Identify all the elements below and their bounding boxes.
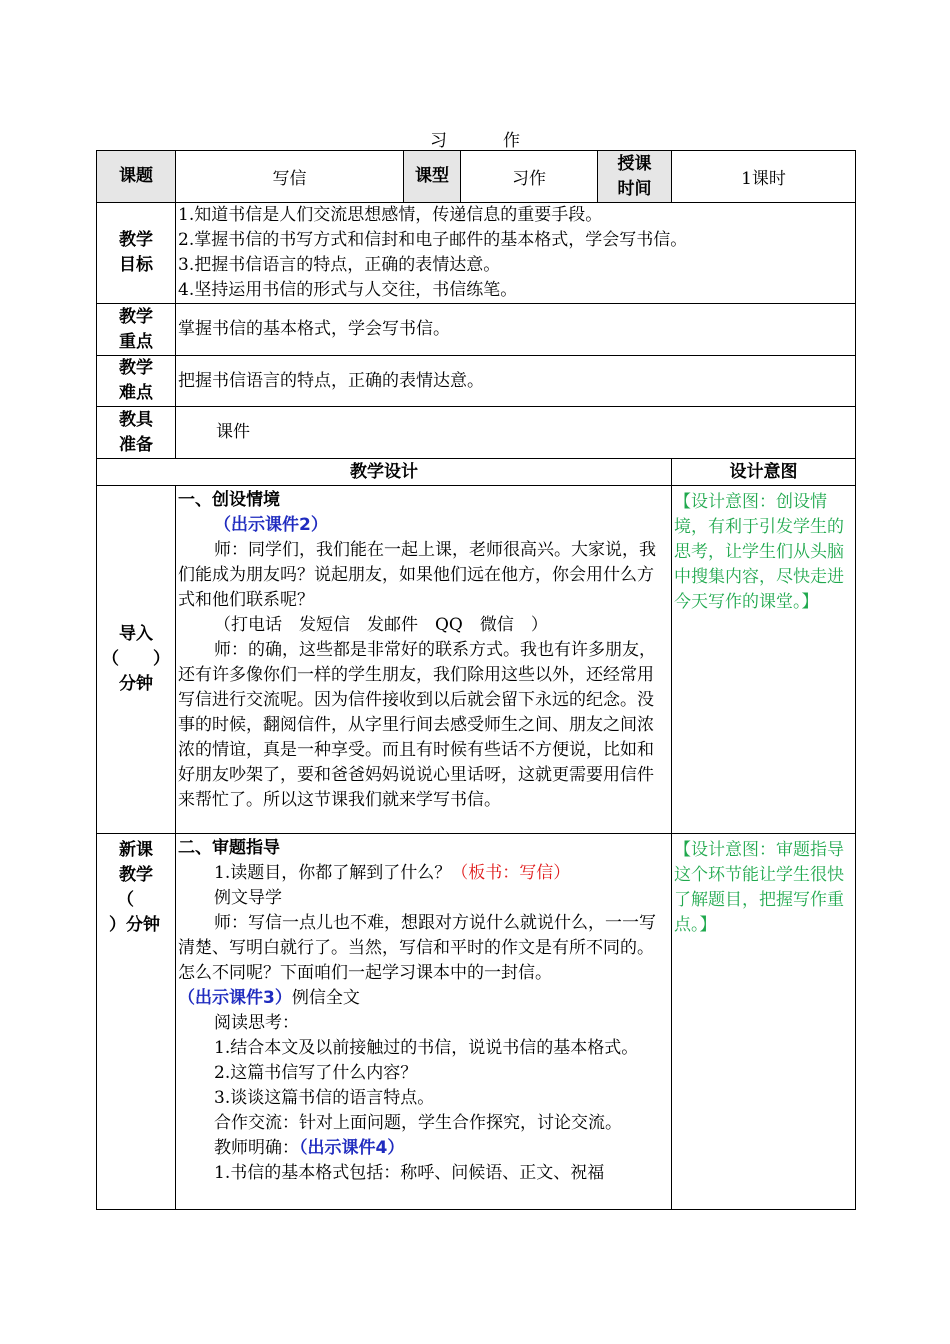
lesson-plan-table [96, 150, 856, 1210]
goals-list [176, 203, 856, 304]
board-note: （板书：写信） [451, 863, 571, 883]
section-intro-label: 导入 （ ） 分钟 [97, 486, 176, 834]
tools-row [97, 407, 856, 459]
paragraph: 1.书信的基本格式包括：称呼、问候语、正文、祝福 [214, 1163, 605, 1183]
goal-item: 2.掌握书信的书写方式和信封和电子邮件的基本格式，学会写书信。 [178, 230, 688, 250]
reading-heading: 阅读思考： [214, 1013, 299, 1033]
difficulties-label: 教学 难点 [97, 356, 176, 407]
goal-item: 1.知道书信是人们交流思想感情，传递信息的重要手段。 [178, 205, 603, 225]
title-char: 作 [503, 131, 520, 151]
paragraph: 师：同学们，我们能在一起上课，老师很高兴。大家说，我们能成为朋友吗？说起朋友，如果他们远在他方，你会用什么方式和他们联系呢？ [178, 540, 656, 610]
section-heading: 二、审题指导 [178, 838, 280, 858]
reading-item: 1.结合本文及以前接触过的书信，说说书信的基本格式。 [214, 1038, 639, 1058]
topic-label: 课题 [97, 151, 176, 203]
section-intro-intent: 【设计意图：创设情境，有利于引发学生的思考，让学生们从头脑中搜集内容，尽快走进今天写作的课堂。】 [672, 486, 856, 834]
section-new-row [97, 834, 856, 1210]
goal-item: 3.把握书信语言的特点，正确的表情达意。 [178, 255, 501, 275]
header-row [97, 151, 856, 203]
section-intro-content [176, 486, 672, 834]
design-header-row [97, 459, 856, 486]
time-label: 授课 时间 [598, 151, 672, 203]
question: 1.读题目，你都了解到了什么？ [214, 863, 452, 883]
courseware-note: （出示课件3） [178, 988, 292, 1008]
reading-item: 3.谈谈这篇书信的语言特点。 [214, 1088, 435, 1108]
page-title [0, 126, 950, 151]
difficulties-row [97, 356, 856, 407]
paragraph: 合作交流：针对上面问题，学生合作探究，讨论交流。 [214, 1113, 622, 1133]
goal-item: 4.坚持运用书信的形式与人交往，书信练笔。 [178, 280, 518, 300]
subheading: 例文导学 [214, 888, 282, 908]
tools-text: 课件 [176, 407, 856, 459]
key-points-row [97, 304, 856, 356]
paragraph: （打电话 发短信 发邮件 QQ 微信 ） [214, 615, 548, 635]
type-value: 习作 [461, 151, 598, 203]
section-new-content: 二、审题指导 1.读题目，你都了解到了什么？（板书：写信） 例文导学 师：写信一点儿也不难，想跟对方说什么就说什么，一一写清楚、写明白就行了。当然，写信和平时的作文是有所不同的。怎么不同呢？下面咱们一起学习课本中的一封信。 （出示课件3）例信全文 阅读思考： 1.结合本文及以前接触过的书信，说说书信的基本格式。 2.这篇书信写了什么内容？ 3.谈谈这篇书信的语言特点。 合作交流：针对上面问题，学生合作探究，讨论交流。 教师明确：（出示课件4） 1.书信的基本格式包括：称呼、问候语、正文、祝福 [176, 834, 672, 1210]
key-points-label: 教学 重点 [97, 304, 176, 356]
paragraph: 师：的确，这些都是非常好的联系方式。我也有许多朋友，还有许多像你们一样的学生朋友，我们除用这些以外，还经常用写信进行交流呢。因为信件接收到以后就会留下永远的纪念。没事的时候，翻阅信件，从字里行间去感受师生之间、朋友之间浓浓的情谊，真是一种享受。而且有时候有些话不方便说，比如和好朋友吵架了，要和爸爸妈妈说说心里话呀，这就更需要用信件来帮忙了。所以这节课我们就来学写书信。 [178, 640, 656, 810]
section-intro-row [97, 486, 856, 834]
courseware-note: （出示课件4） [299, 1138, 405, 1158]
tools-label: 教具 准备 [97, 407, 176, 459]
difficulties-text: 把握书信语言的特点，正确的表情达意。 [176, 356, 856, 407]
time-value: 1课时 [672, 151, 856, 203]
paragraph: 师：写信一点儿也不难，想跟对方说什么就说什么，一一写清楚、写明白就行了。当然，写信和平时的作文是有所不同的。怎么不同呢？下面咱们一起学习课本中的一封信。 [178, 913, 656, 983]
goals-label: 教学 目标 [97, 203, 176, 304]
type-label: 课型 [404, 151, 461, 203]
section-new-intent: 【设计意图：审题指导这个环节能让学生很快了解题目，把握写作重点。】 [672, 834, 856, 1210]
goals-row [97, 203, 856, 304]
design-header-right: 设计意图 [672, 459, 856, 486]
teacher-note: 教师明确： [214, 1138, 299, 1158]
title-char: 习 [430, 131, 447, 151]
topic-value: 写信 [176, 151, 404, 203]
section-heading: 一、创设情境 [178, 490, 280, 510]
design-header-left: 教学设计 [97, 459, 672, 486]
courseware-note: （出示课件2） [214, 515, 328, 535]
key-points-text: 掌握书信的基本格式，学会写书信。 [176, 304, 856, 356]
reading-item: 2.这篇书信写了什么内容？ [214, 1063, 418, 1083]
section-new-label: 新课 教学 （ ）分钟 [97, 834, 176, 1210]
